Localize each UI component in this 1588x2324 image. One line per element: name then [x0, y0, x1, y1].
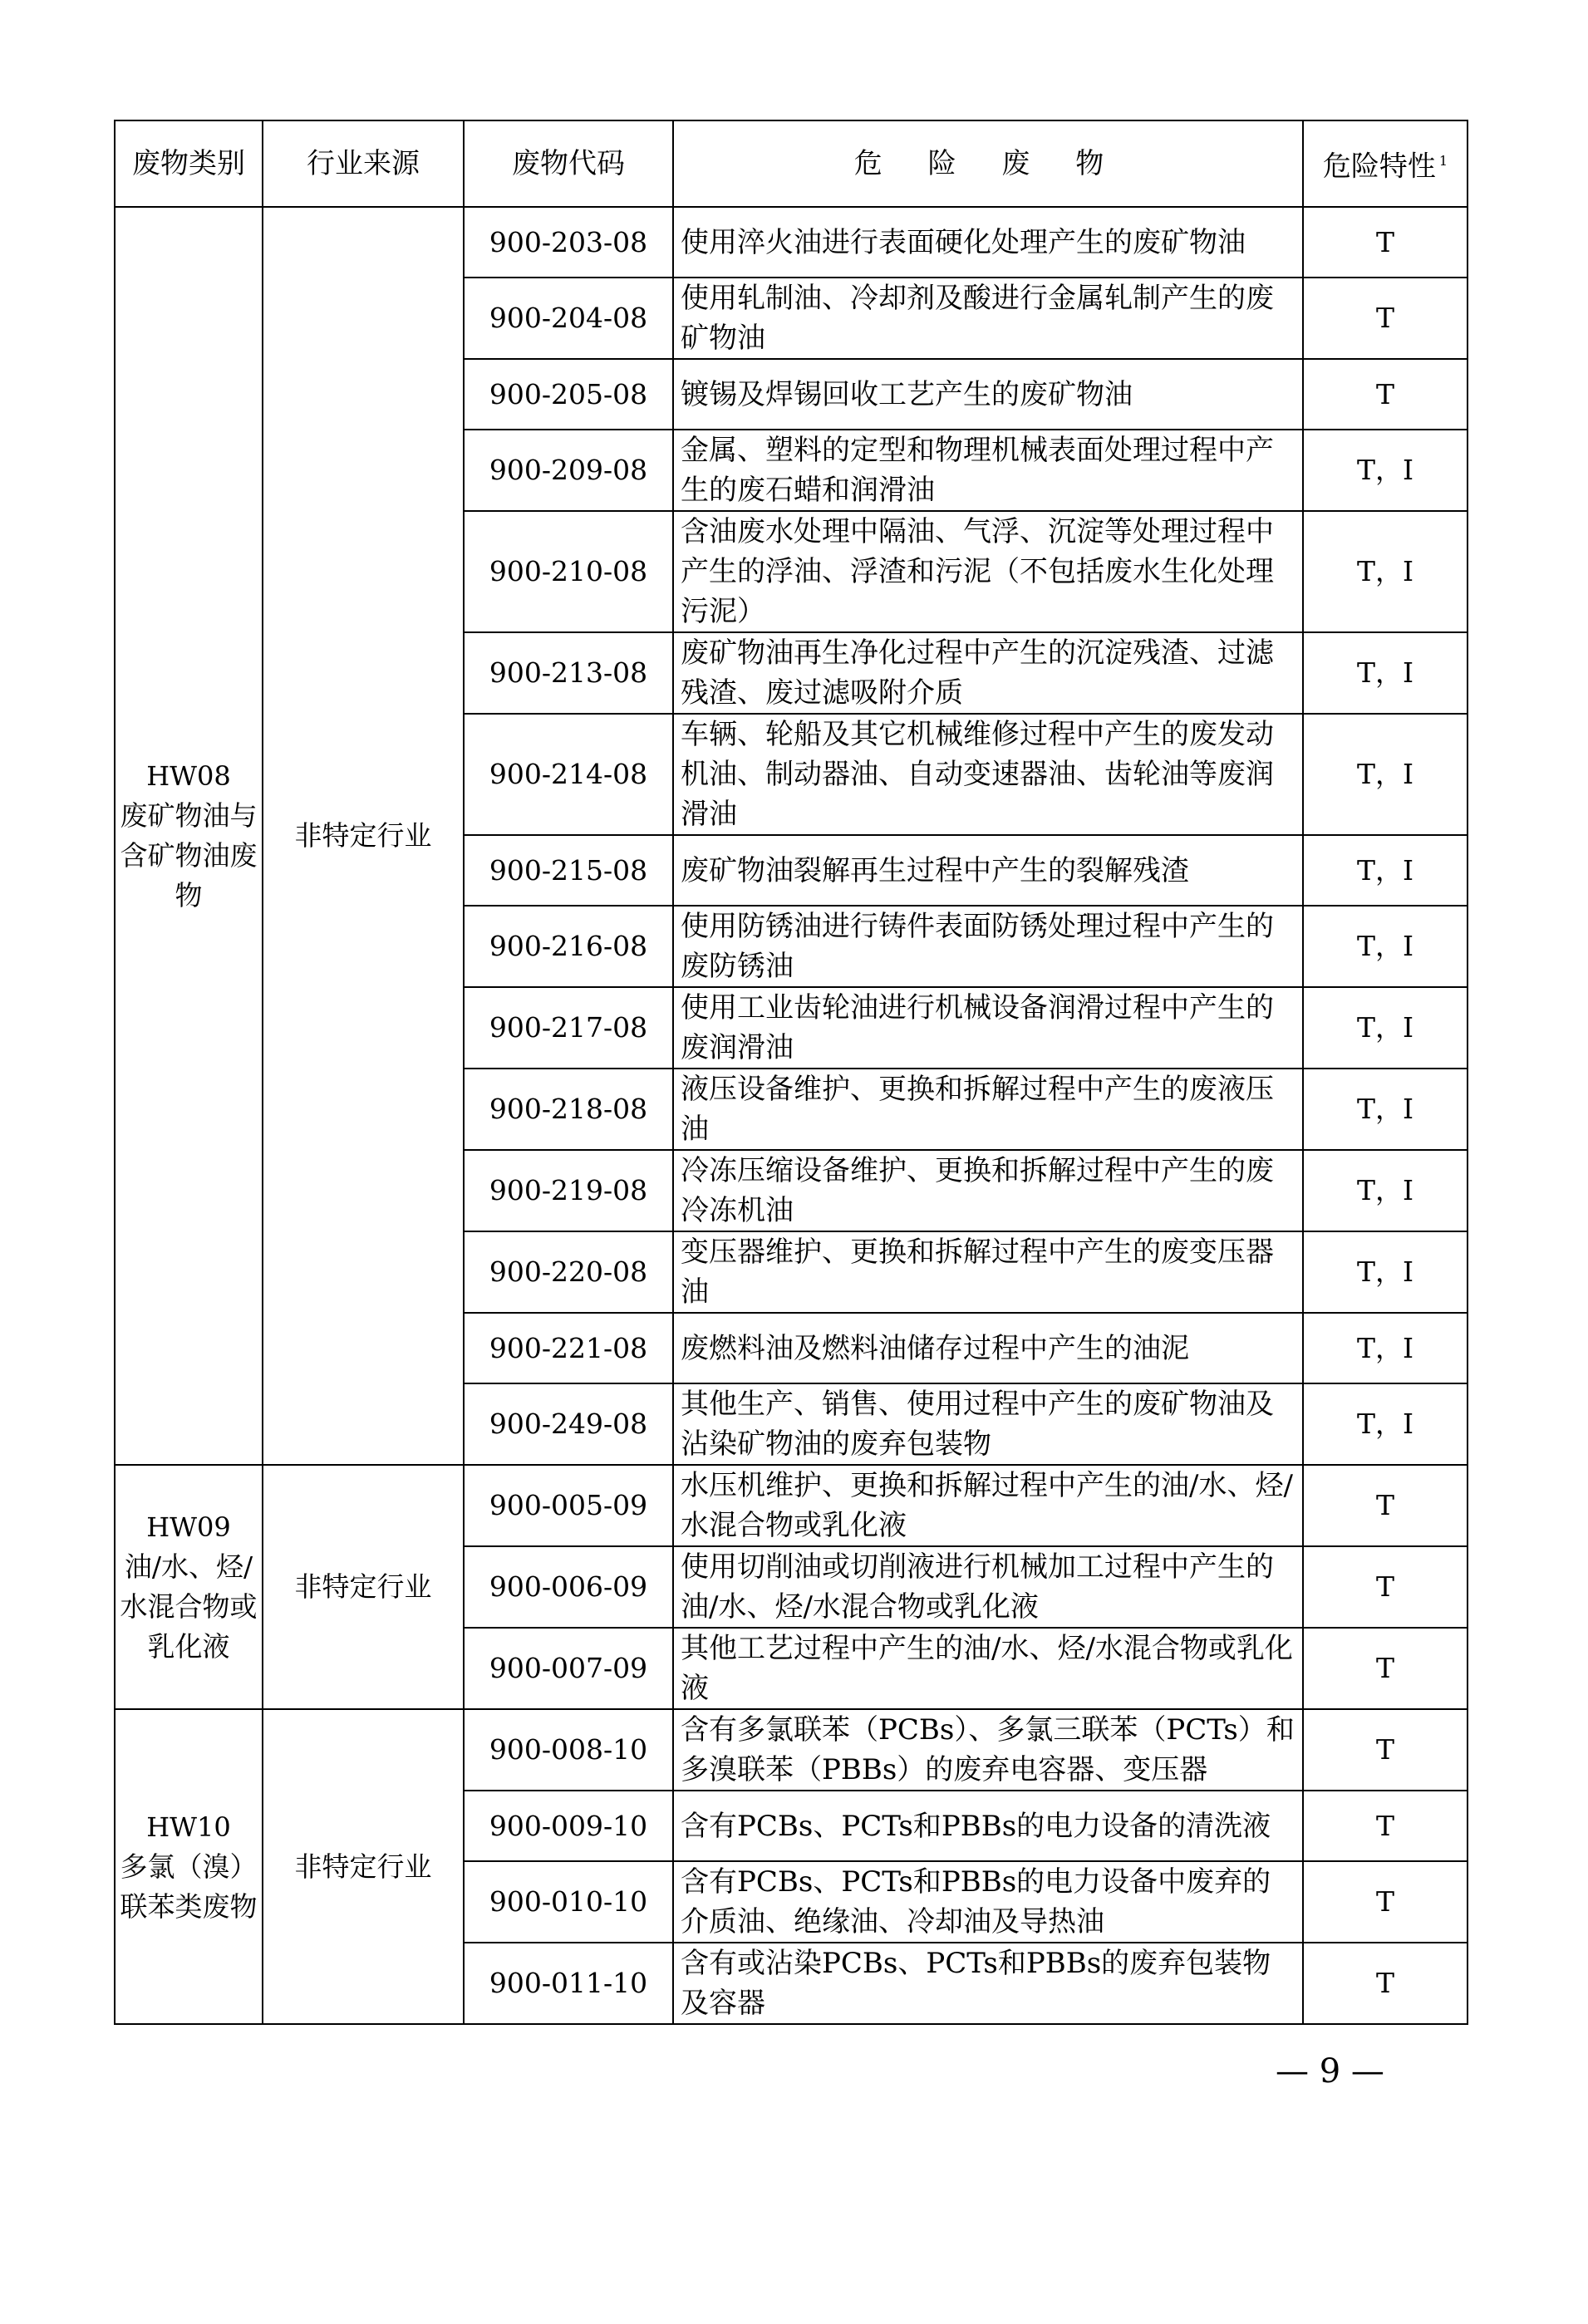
waste-code-cell: 900-205-08: [464, 359, 673, 430]
waste-code-cell: 900-216-08: [464, 906, 673, 987]
hazard-characteristic-cell: T: [1303, 278, 1468, 359]
category-name: 多氯（溴）联苯类废物: [120, 1850, 258, 1923]
waste-code-cell: 900-204-08: [464, 278, 673, 359]
waste-code-cell: 900-220-08: [464, 1231, 673, 1313]
category-cell: [115, 1465, 263, 1709]
waste-code-cell: 900-215-08: [464, 835, 673, 906]
waste-description-cell: 废燃料油及燃料油储存过程中产生的油泥: [673, 1313, 1303, 1383]
header-code: 废物代码: [464, 120, 673, 207]
waste-code-cell: 900-009-10: [464, 1791, 673, 1861]
waste-description-cell: 废矿物油裂解再生过程中产生的裂解残渣: [673, 835, 1303, 906]
page-number: — 9 —: [1276, 2052, 1384, 2091]
waste-description-cell: 镀锡及焊锡回收工艺产生的废矿物油: [673, 359, 1303, 430]
category-name: 废矿物油与含矿物油废物: [120, 799, 258, 911]
header-industry: 行业来源: [263, 120, 464, 207]
waste-description-cell: 含有多氯联苯（PCBs）、多氯三联苯（PCTs）和多溴联苯（PBBs）的废弃电容器、变压器: [673, 1709, 1303, 1791]
waste-description-cell: 液压设备维护、更换和拆解过程中产生的废液压油: [673, 1069, 1303, 1150]
hazard-characteristic-cell: T，I: [1303, 511, 1468, 632]
table-header: [115, 120, 1468, 207]
waste-description-cell: 废矿物油再生净化过程中产生的沉淀残渣、过滤残渣、废过滤吸附介质: [673, 632, 1303, 714]
industry-cell: 非特定行业: [263, 1709, 464, 2024]
waste-code-cell: 900-221-08: [464, 1313, 673, 1383]
waste-description-cell: 水压机维护、更换和拆解过程中产生的油/水、烃/水混合物或乳化液: [673, 1465, 1303, 1546]
waste-description-cell: 变压器维护、更换和拆解过程中产生的废变压器油: [673, 1231, 1303, 1313]
hazard-characteristic-cell: T，I: [1303, 1150, 1468, 1231]
hazard-characteristic-cell: T: [1303, 207, 1468, 278]
waste-description-cell: 使用切削油或切削液进行机械加工过程中产生的油/水、烃/水混合物或乳化液: [673, 1546, 1303, 1628]
waste-description-cell: 其他工艺过程中产生的油/水、烃/水混合物或乳化液: [673, 1628, 1303, 1709]
hazard-characteristic-cell: T: [1303, 1628, 1468, 1709]
category-code: HW09: [146, 1511, 231, 1543]
hazard-characteristic-cell: T: [1303, 1943, 1468, 2024]
category-code: HW08: [146, 760, 231, 792]
hazard-characteristic-cell: T，I: [1303, 714, 1468, 835]
category-name: 油/水、烃/水混合物或乳化液: [120, 1550, 258, 1663]
industry-cell: 非特定行业: [263, 1465, 464, 1709]
hazard-characteristic-cell: T，I: [1303, 1069, 1468, 1150]
hazard-characteristic-cell: T: [1303, 1709, 1468, 1791]
waste-code-cell: 900-007-09: [464, 1628, 673, 1709]
hazard-characteristic-cell: T，I: [1303, 835, 1468, 906]
waste-description-cell: 含有PCBs、PCTs和PBBs的电力设备的清洗液: [673, 1791, 1303, 1861]
hazard-characteristic-cell: T，I: [1303, 987, 1468, 1069]
waste-code-cell: 900-005-09: [464, 1465, 673, 1546]
hazard-characteristic-cell: T: [1303, 1546, 1468, 1628]
hazard-characteristic-cell: T，I: [1303, 1313, 1468, 1383]
hazard-characteristic-cell: T: [1303, 1791, 1468, 1861]
header-characteristic: [1303, 120, 1468, 207]
table-row: [115, 207, 1468, 278]
waste-description-cell: 冷冻压缩设备维护、更换和拆解过程中产生的废冷冻机油: [673, 1150, 1303, 1231]
waste-description-cell: 金属、塑料的定型和物理机械表面处理过程中产生的废石蜡和润滑油: [673, 430, 1303, 511]
table-row: [115, 1709, 1468, 1791]
waste-description-cell: 使用淬火油进行表面硬化处理产生的废矿物油: [673, 207, 1303, 278]
header-waste-label: 危 险 废 物: [853, 147, 1123, 180]
header-characteristic-label: 危险特性: [1322, 150, 1436, 184]
footnote-marker: 1: [1438, 152, 1448, 169]
header-category: 废物类别: [115, 120, 263, 207]
waste-description-cell: 其他生产、销售、使用过程中产生的废矿物油及沾染矿物油的废弃包装物: [673, 1383, 1303, 1465]
waste-code-cell: 900-218-08: [464, 1069, 673, 1150]
header-waste: [673, 120, 1303, 207]
waste-description-cell: 含有PCBs、PCTs和PBBs的电力设备中废弃的介质油、绝缘油、冷却油及导热油: [673, 1861, 1303, 1943]
waste-code-cell: 900-213-08: [464, 632, 673, 714]
hazard-characteristic-cell: T，I: [1303, 1231, 1468, 1313]
waste-code-cell: 900-210-08: [464, 511, 673, 632]
waste-code-cell: 900-008-10: [464, 1709, 673, 1791]
waste-code-cell: 900-249-08: [464, 1383, 673, 1465]
hazard-characteristic-cell: T，I: [1303, 430, 1468, 511]
waste-code-cell: 900-219-08: [464, 1150, 673, 1231]
hazard-characteristic-cell: T，I: [1303, 1383, 1468, 1465]
industry-cell: 非特定行业: [263, 207, 464, 1465]
hazard-characteristic-cell: T: [1303, 1465, 1468, 1546]
waste-description-cell: 使用轧制油、冷却剂及酸进行金属轧制产生的废矿物油: [673, 278, 1303, 359]
waste-description-cell: 含有或沾染PCBs、PCTs和PBBs的废弃包装物及容器: [673, 1943, 1303, 2024]
waste-code-cell: 900-011-10: [464, 1943, 673, 2024]
waste-code-cell: 900-010-10: [464, 1861, 673, 1943]
waste-description-cell: 车辆、轮船及其它机械维修过程中产生的废发动机油、制动器油、自动变速器油、齿轮油等废润滑油: [673, 714, 1303, 835]
waste-description-cell: 使用工业齿轮油进行机械设备润滑过程中产生的废润滑油: [673, 987, 1303, 1069]
waste-code-cell: 900-203-08: [464, 207, 673, 278]
table-body: [115, 207, 1468, 2024]
category-cell: [115, 207, 263, 1465]
hazard-characteristic-cell: T，I: [1303, 632, 1468, 714]
waste-description-cell: 含油废水处理中隔油、气浮、沉淀等处理过程中产生的浮油、浮渣和污泥（不包括废水生化处理污泥）: [673, 511, 1303, 632]
category-cell: [115, 1709, 263, 2024]
waste-description-cell: 使用防锈油进行铸件表面防锈处理过程中产生的废防锈油: [673, 906, 1303, 987]
hazard-characteristic-cell: T: [1303, 1861, 1468, 1943]
waste-table: [114, 120, 1468, 2025]
table-row: [115, 1465, 1468, 1546]
category-code: HW10: [146, 1811, 231, 1843]
waste-code-cell: 900-214-08: [464, 714, 673, 835]
hazard-characteristic-cell: T，I: [1303, 906, 1468, 987]
hazard-characteristic-cell: T: [1303, 359, 1468, 430]
waste-code-cell: 900-217-08: [464, 987, 673, 1069]
waste-code-cell: 900-209-08: [464, 430, 673, 511]
waste-code-cell: 900-006-09: [464, 1546, 673, 1628]
